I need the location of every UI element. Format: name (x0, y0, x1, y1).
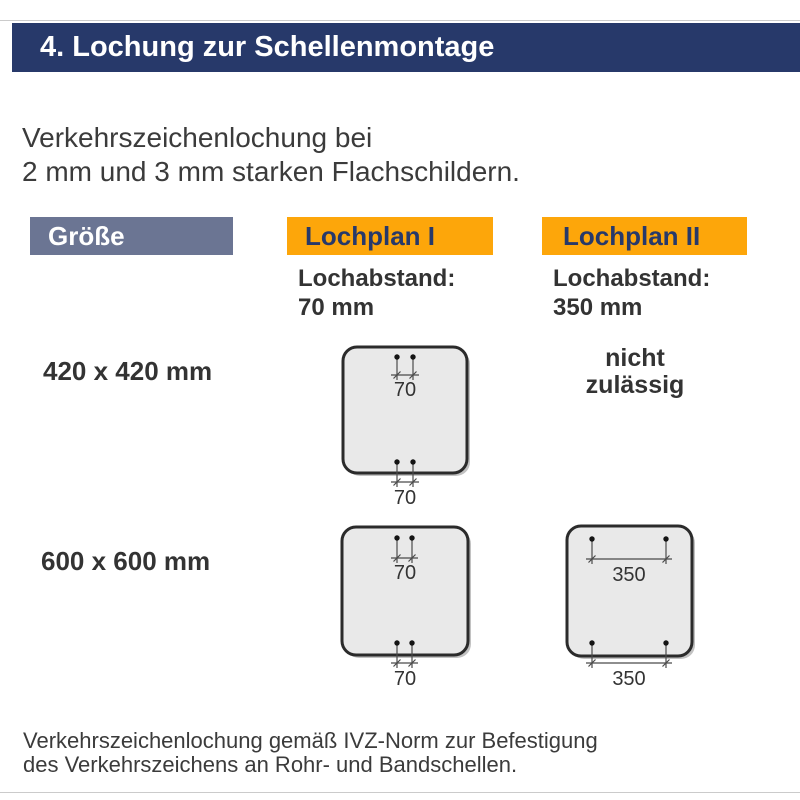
mounting-hole (663, 536, 668, 541)
row-label-600: 600 x 600 mm (41, 546, 211, 576)
mounting-hole (409, 640, 414, 645)
dimension-label: 70 (393, 487, 417, 509)
mounting-hole (410, 354, 415, 359)
column-header-lochplan2-label: Lochplan II (563, 221, 701, 251)
column-header-lochplan1 (287, 217, 493, 255)
column-header-size-label: Größe (48, 221, 125, 251)
not-allowed-line1: nicht (605, 344, 665, 372)
dimension-label: 70 (393, 562, 417, 584)
mounting-hole (589, 536, 594, 541)
intro-text (22, 121, 520, 189)
row-label-420: 420 x 420 mm (43, 356, 213, 386)
sign-diagram-600-lochplan2 (550, 520, 710, 694)
lochplan2-subheader (553, 264, 710, 322)
sign-plate (342, 527, 468, 655)
dimension-label: 70 (393, 668, 417, 690)
mounting-hole (589, 640, 594, 645)
intro-line-2: 2 mm und 3 mm starken Flachschildern. (22, 156, 520, 187)
mounting-hole (394, 535, 399, 540)
lochplan2-subheader-line2: 350 mm (553, 294, 643, 321)
dimension-label: 350 (612, 668, 646, 690)
mounting-hole (409, 535, 414, 540)
section-title-bar (12, 23, 800, 72)
column-header-size (30, 217, 233, 255)
sign-plate (343, 347, 467, 473)
dimension-label: 350 (612, 564, 646, 586)
sign-plate (567, 526, 692, 656)
intro-line-1: Verkehrszeichenlochung bei (22, 122, 373, 153)
sign-diagram-600-lochplan1 (325, 520, 485, 694)
mounting-hole (394, 354, 399, 359)
column-header-lochplan2 (542, 217, 747, 255)
dimension-label: 70 (393, 379, 417, 401)
not-allowed-line2: zulässig (585, 371, 685, 399)
mounting-hole (394, 640, 399, 645)
footer-line-1: Verkehrszeichenlochung gemäß IVZ-Norm zur Befestigung (23, 728, 598, 753)
not-allowed-text (535, 345, 735, 399)
top-divider (0, 20, 800, 21)
footer-line-2: des Verkehrszeichens an Rohr- und Bandschellen. (23, 752, 518, 777)
section-title: 4. Lochung zur Schellenmontage (40, 31, 495, 63)
mounting-hole (394, 459, 399, 464)
mounting-hole (663, 640, 668, 645)
lochplan1-subheader-line2: 70 mm (298, 294, 375, 321)
sign-diagram-420-lochplan1 (325, 344, 485, 518)
lochplan2-subheader-line1: Lochabstand: (553, 265, 711, 292)
lochplan1-subheader (298, 264, 455, 322)
bottom-divider (0, 792, 800, 793)
lochplan1-subheader-line1: Lochabstand: (298, 265, 456, 292)
column-header-lochplan1-label: Lochplan I (305, 221, 435, 251)
mounting-hole (410, 459, 415, 464)
